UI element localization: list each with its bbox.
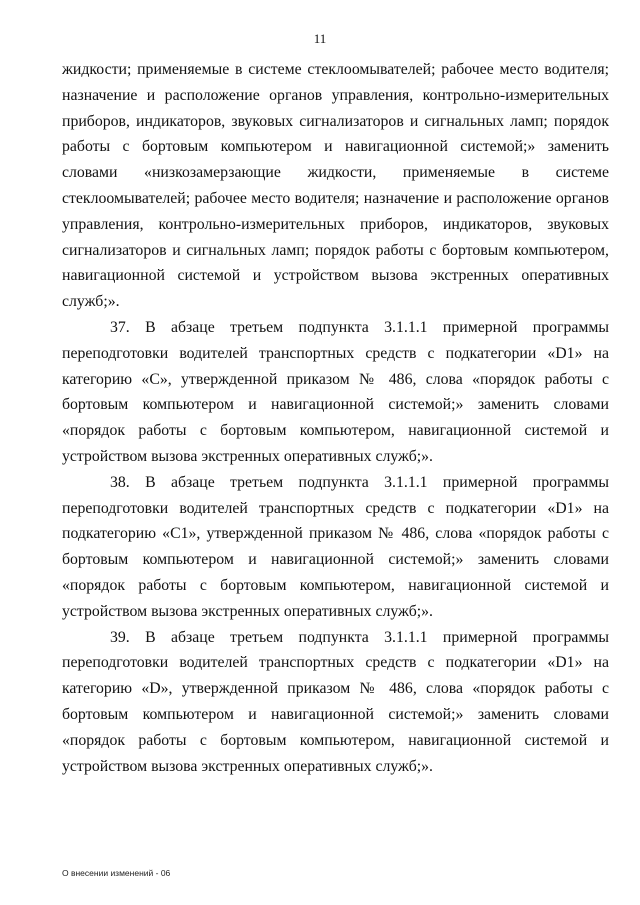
paragraph-item-38: 38. В абзаце третьем подпункта 3.1.1.1 примерной программы переподготовки водителей транспортных средств с подкатегории «D1» на подкатегорию «С1», утвержденной приказом № 486, слова «порядок работы с бортовым компьютером и навигационной системой;» заменить словами «порядок работы с бортовым компьютером, навигационной системой и устройством вызова экстренных оперативных служб;».	[62, 473, 609, 620]
footer-note: О внесении изменений - 06	[62, 868, 171, 878]
paragraph-item-37: 37. В абзаце третьем подпункта 3.1.1.1 примерной программы переподготовки водителей транспортных средств с подкатегории «D1» на категорию «С», утвержденной приказом № 486, слова «порядок работы с бортовым компьютером и навигационной системой;» заменить словами «порядок работы с бортовым компьютером, навигационной системой и устройством вызова экстренных оперативных служб;».	[62, 318, 609, 465]
paragraph-continued: жидкости; применяемые в системе стеклоомывателей; рабочее место водителя; назначение и расположение органов управления, контрольно-измерительных приборов, индикаторов, звуковых сигнализаторов и сигнальных ламп; порядок работы с бортовым компьютером и навигационной системой;» заменить словами «низкозамерзающие жидкости, применяемые в системе стеклоомывателей; рабочее место водителя; назначение и расположение органов управления, контрольно-измерительных приборов, индикаторов, звуковых сигнализаторов и сигнальных ламп; порядок работы с бортовым компьютером, навигационной системой и устройством вызова экстренных оперативных служб;».	[62, 61, 609, 311]
paragraph-item-39: 39. В абзаце третьем подпункта 3.1.1.1 примерной программы переподготовки водителей транспортных средств с подкатегории «D1» на категорию «D», утвержденной приказом № 486, слова «порядок работы с бортовым компьютером и навигационной системой;» заменить словами «порядок работы с бортовым компьютером, навигационной системой и устройством вызова экстренных оперативных служб;».	[62, 628, 609, 775]
document-body	[62, 57, 609, 779]
page-number: 11	[313, 31, 327, 46]
